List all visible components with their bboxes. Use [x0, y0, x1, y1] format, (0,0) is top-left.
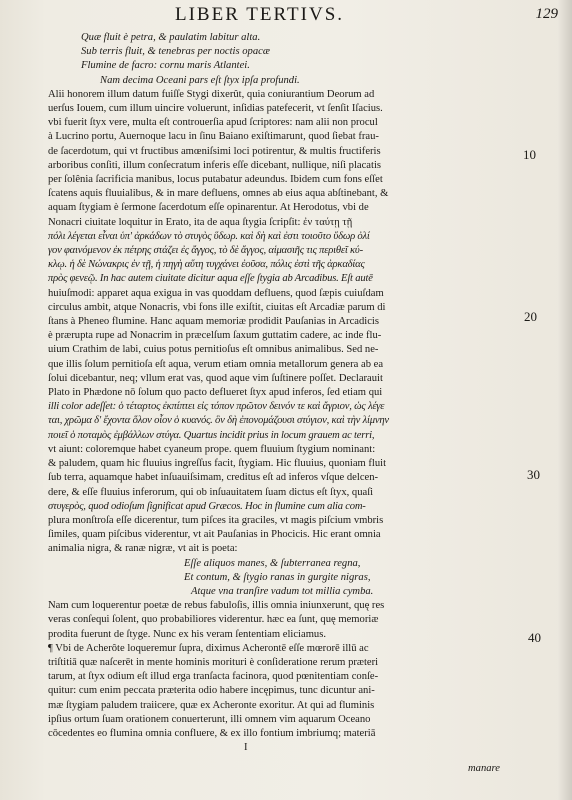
line-number-10: 10 — [523, 147, 536, 162]
text-line: στυγερὸς, quod odioſum ſignificat apud Græcos. Hoc in flumine cum alia com- — [48, 500, 366, 512]
text-line: ποιεῖ ὁ ποταμὸς ἐμβάλλων στύγα. Quartus incidit prius in locum grauem ac terri, — [48, 429, 375, 441]
text-line: mæ ſtygiam paludem traiicere, quæ ex Acheronte exoritur. At qui ad fluminis — [48, 699, 375, 711]
text-line: πόλι λέγεται εἶναι ὑπ' ἀρκάδων τὸ στυγὸς ὕδωρ. καὶ δὴ καὶ ἐστι τοιοῦτο ὕδωρ ὀλί — [48, 230, 370, 242]
text-line: ſimiles, quam piſcibus viderentur, vt ait Pauſanias in Phocicis. Hic erant omnia — [48, 529, 381, 541]
text-line: per ſolênia ſacrificia manibus, locus putabatur adeundus. Ibidem cum fons eſſet — [48, 174, 383, 186]
text-line: quitur: cum enim peccata præterita odio habere incępimus, tunc dicuntur ani- — [48, 685, 375, 697]
text-line: aquam ſtygiam è ſermone ſacerdotum eſſe opinarentur. At Herodotus, vbi de — [48, 202, 369, 214]
text-line: tarum, at ſtyx odium eſt illud erga tranſacta facinora, quod pœnitentiam conſe- — [48, 671, 379, 683]
signature-mark: I — [244, 742, 248, 753]
text-line: κλῳ. ἡ δὲ Νώνακρις ἐν τῇ, ἡ πηγὴ αὕτη τυγχάνει ἐοῦσα, πόλις ἐστὶ τῆς ἀρκαδίας — [48, 259, 365, 271]
text-line: plura monſtroſa eſſe dicerentur, tum piſces ita graciles, vt magis piſcium vmbris — [48, 514, 384, 526]
page-number: 129 — [535, 6, 558, 22]
text-line: Plato in Phædone nō ſolum quo pacto deflueret ſtyx apud inferos, ſed etiam qui — [48, 387, 383, 399]
text-line: veras conſequi ſolent, quo probabiliores viderentur. hæc ea ſunt, quę memoriæ — [48, 614, 379, 626]
text-line: Atque vna tranſire vadum tot millia cymba. — [191, 585, 374, 597]
text-line: vbi fuerit ſtyx vere, multa eſt controuerſia apud ſcriptores: nam alii non procul — [48, 117, 378, 129]
text-line: ſcatens aquis fluuialibus, & in mare defluens, omnes ab eius aqua abſtinebant, & — [48, 188, 389, 200]
text-line: de ſacerdotum, qui vt fructibus amœniſsimi loci potirentur, & multis fructiferis — [48, 145, 381, 157]
text-line: triſtitiā quæ naſcerēt in mente hominis morituri è conſideratione rerum præteri — [48, 656, 379, 668]
text-line: uerſus Iouem, cum illum uincire voluerunt, inſidias patefecerit, vt ſenſit Iſacius. — [48, 103, 383, 115]
text-line: Sub terris fluit, & tenebras per noctis opacæ — [81, 46, 270, 58]
text-line: ipſius ortum ſuam orationem conuerterunt, illi omnem vim aquarum Oceano — [48, 713, 371, 725]
text-line: γον φαινόμενον ἐκ πέτρης στάζει ἐς ἄγγος, τὸ δὲ ἄγγος, αἱμασιῆς τις περιθεῖ κύ- — [48, 245, 363, 257]
text-line: uium Crathim de labi, cuius potus pernitioſus eſt omnibus animalibus. Sed ne- — [48, 344, 379, 356]
text-line: ται, χρῶμα δ' ἔχοντα ὅλον οἷον ὁ κυανός. ὃν δὴ ἐπονομάζουσι στύγιον, καὶ τὴν λίμνην — [48, 415, 389, 427]
text-line: Nam cum loquerentur poetæ de rebus fabuloſis, illis omnia iniunxerunt, quę res — [48, 600, 385, 612]
running-title: LIBER TERTIVS. — [175, 4, 345, 25]
text-line: vt aiunt: coloremque habet cyaneum prope. quem fluuium ſtygium nominant: — [48, 443, 376, 455]
text-line: & paludem, quam hic fluuius ingreſſus facit, ſtygiam. Hic fluuius, quoniam fluit — [48, 458, 387, 470]
text-line: Et contum, & ſtygio ranas in gurgite nigras, — [184, 571, 371, 583]
text-line: prodita fuerunt de ſtyge. Nunc ex his veram ſententiam eliciamus. — [48, 628, 326, 640]
text-line: illi color adeſſet: ὁ τέταρτος ἐκπίπτει εἰς τόπον πρῶτον δεινόν τε καὶ ἄγριον, ὡς λέγε — [48, 401, 385, 413]
text-line: Nam decima Oceani pars eſt ſtyx ipſa profundi. — [100, 74, 300, 86]
line-number-30: 30 — [527, 467, 540, 482]
text-line: Nonacri ciuitate loquitur in Erato, ita de aqua ſtygia ſcripſit: ἐν ταύτῃ τῇ — [48, 216, 353, 228]
text-line: ſtans à Pheneo flumine. Hanc aquam memoriæ prodidit Pauſanias in Arcadicis — [48, 316, 379, 328]
text-line: huiuſmodi: apparet aqua exigua in vas quoddam defluens, quod ſæpis cuiuſdam — [48, 287, 384, 299]
text-line: cōcedentes eo flumina omnia confluere, & ex illo fontium imbriumq; materiā — [48, 727, 376, 739]
text-line: ſolui dicebantur, neq; vllum erat vas, quod aque vim ſuſtinere poſſet. Declarauit — [48, 372, 383, 384]
text-line: animalia nigra, & ranæ nigræ, vt ait is poeta: — [48, 543, 238, 555]
body-text — [48, 31, 528, 741]
line-number-40: 40 — [528, 630, 541, 645]
text-line: ¶ Vbi de Acherôte loqueremur ſupra, diximus Acherontē eſſe mœrorē illū ac — [48, 642, 369, 654]
catchword: manare — [468, 763, 500, 774]
text-line: ſub terra, aquamque habet inſuauiſsimam, creditus eſt ad inferos vſque delcen- — [48, 472, 379, 484]
text-line: πρὸς φενεῷ. In hac autem ciuitate dicitur aqua eſſe ſtygia ab Arcadibus. Eſt autē — [48, 273, 373, 285]
text-line: que illis ſolum pernitioſa eſt aqua, verum etiam omnia metallorum genera ab ea — [48, 358, 384, 370]
text-line: dere, & eſſe fluuius inferorum, qui ob inſuauitatem ſuam dictus eſt ſtyx, quaſi — [48, 486, 374, 498]
text-line: circulus ambit, atque Nonacris, vbi fons ille exiſtit, ciuitas eſt Arcadiæ parum di — [48, 301, 386, 313]
page-edge-shadow — [558, 0, 572, 800]
text-line: Quæ fluit è petra, & paulatim labitur alta. — [81, 32, 261, 43]
text-line: è prærupta rupe ad Nonacrim in præcelſum ſaxum guttatim cadere, ac inde flu- — [48, 330, 382, 342]
line-number-20: 20 — [524, 309, 537, 324]
text-line: arboribus conſiti, illum conſecratum inferis eſſe dicebant, nullique, niſi placatis — [48, 159, 382, 171]
text-line: Alii honorem illum datum fuiſſe Stygi dixerût, quia coniurantium Deorum ad — [48, 88, 375, 100]
text-line: Flumine de facro: cornu maris Atlantei. — [81, 60, 250, 72]
text-line: Eſſe aliquos manes, & ſubterranea regna, — [184, 557, 361, 569]
text-line: à Lucrino portu, Auernoque lacu in ſinu Baiano exiſtimarunt, quod ſiebat frau- — [48, 131, 379, 143]
